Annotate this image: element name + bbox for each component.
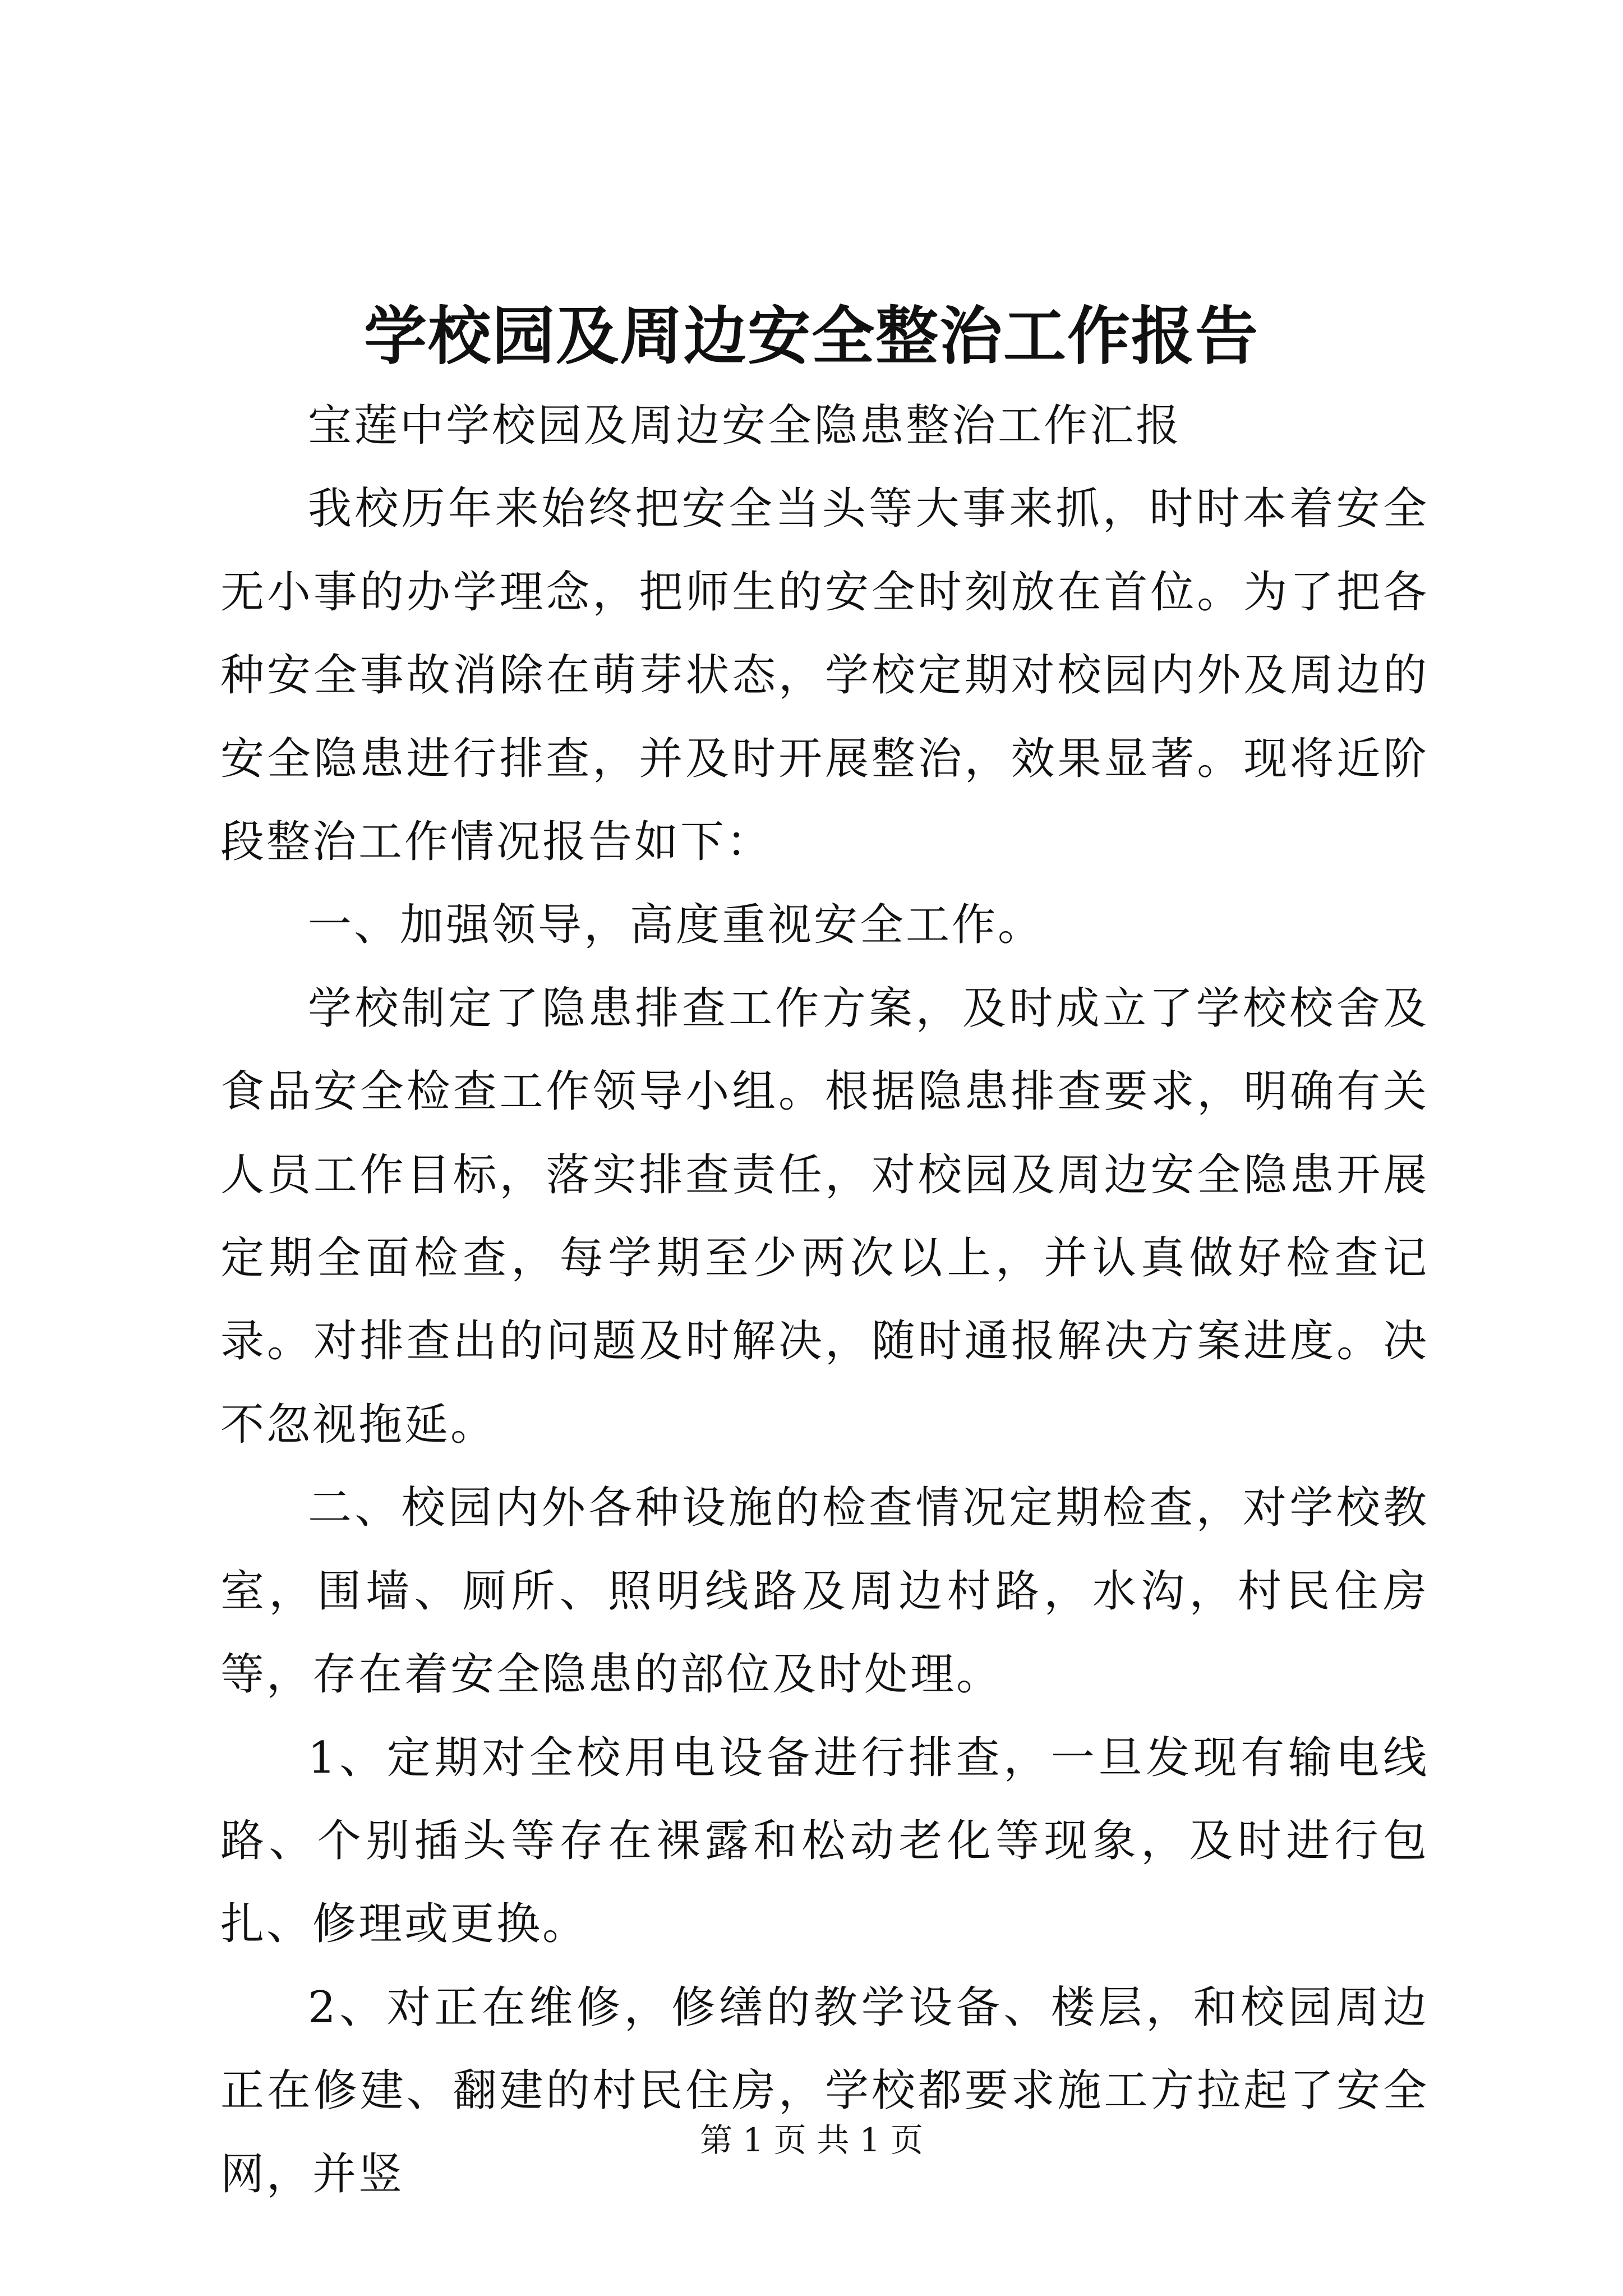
paragraph-section-1-heading: 一、加强领导，高度重视安全工作。 <box>308 900 1044 951</box>
paragraph-intro: 我校历年来始终把安全当头等大事来抓，时时本着安全无小事的办学理念，把师生的安全时刻放在首位。为了把各种安全事故消除在萌芽状态，学校定期对校园内外及周边的安全隐患进行排查，并及时开展整治，效果显著。现将近阶段整治工作情况报告如下： <box>220 484 1429 868</box>
paragraph-item-1: 1、定期对全校用电设备进行排查，一旦发现有输电线路、个别插头等存在裸露和松动老化等现象，及时进行包扎、修理或更换。 <box>220 1732 1429 1950</box>
paragraph-section-2-heading: 二、校园内外各种设施的检查情况定期检查，对学校教室，围墙、厕所、照明线路及周边村路，水沟，村民住房等，存在着安全隐患的部位及时处理。 <box>220 1483 1429 1700</box>
page-number-footer: 第 1 页 共 1 页 <box>700 2121 923 2159</box>
document-title: 学校园及周边安全整治工作报告 <box>364 300 1259 373</box>
paragraph-section-1-body: 学校制定了隐患排查工作方案，及时成立了学校校舍及食品安全检查工作领导小组。根据隐患排查要求，明确有关人员工作目标，落实排查责任，对校园及周边安全隐患开展定期全面检查，每学期至少两次以上，并认真做好检查记录。对排查出的问题及时解决，随时通报解决方案进度。决不忽视拖延。 <box>220 983 1429 1450</box>
paragraph-item-2: 2、对正在维修，修缮的教学设备、楼层，和校园周边正在修建、翻建的村民住房，学校都要求施工方拉起了安全网，并竖 <box>220 1982 1429 2200</box>
paragraph-subtitle: 宝莲中学校园及周边安全隐患整治工作汇报 <box>308 401 1182 451</box>
document-body <box>220 384 1429 2216</box>
